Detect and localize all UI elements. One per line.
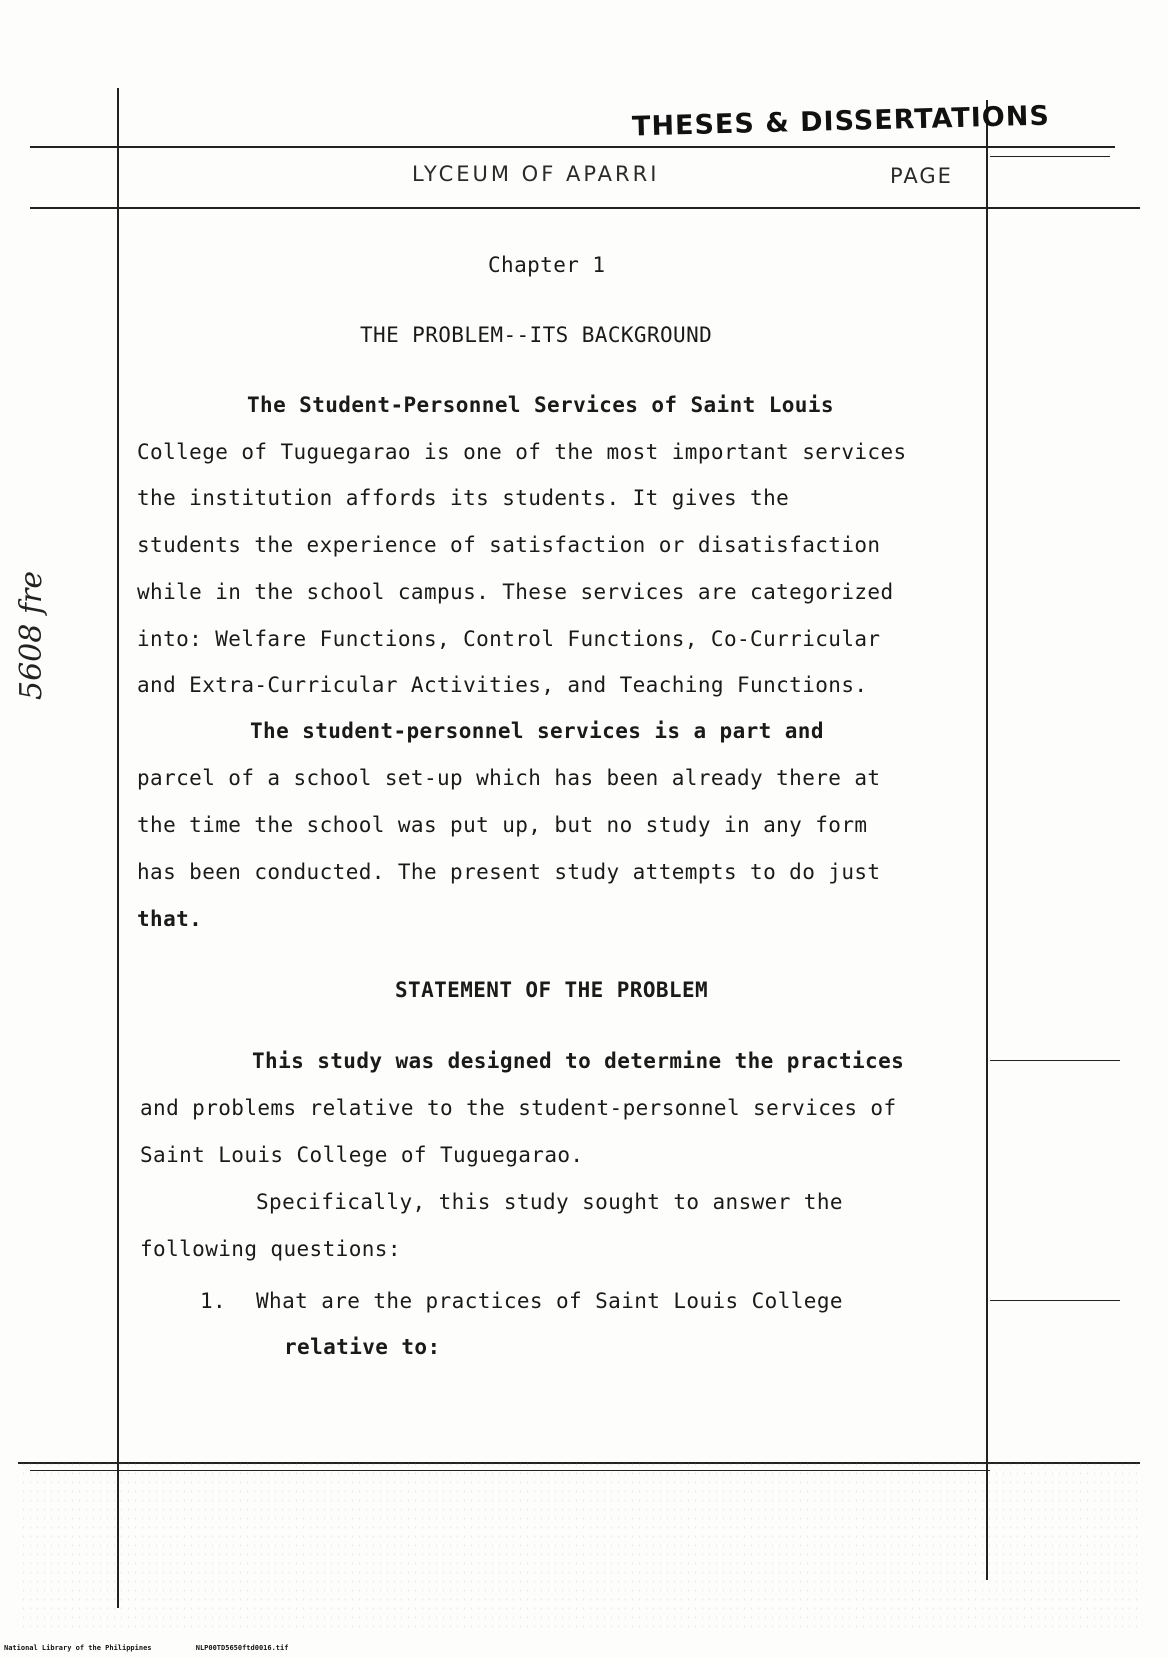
handwritten-call-number: 5608 fre <box>14 570 49 700</box>
paragraph3-line: This study was designed to determine the practices <box>252 1049 905 1073</box>
header-rule-top <box>30 146 1115 148</box>
paragraph2-line: that. <box>137 907 203 931</box>
header-rule-top-right <box>990 156 1110 157</box>
paragraph1-line: the institution affords its students. It gives the <box>137 486 790 510</box>
paragraph1-line: into: Welfare Functions, Control Functions, Co-Curricular <box>137 627 881 651</box>
paragraph1-line: students the experience of satisfaction or disatisfaction <box>137 533 881 557</box>
paragraph3-line: and problems relative to the student-personnel services of <box>140 1096 897 1120</box>
paragraph1-line: College of Tuguegarao is one of the most important services <box>137 440 907 464</box>
chapter-title: Chapter 1 <box>488 253 606 277</box>
paragraph1-line: and Extra-Curricular Activities, and Teaching Functions. <box>137 673 868 697</box>
right-margin-rule <box>986 100 988 1580</box>
question-continuation: relative to: <box>284 1335 441 1359</box>
footer-file: NLP00TD5650ftd0016.tif <box>195 1644 289 1652</box>
paragraph2-line: parcel of a school set-up which has been already there at <box>137 766 881 790</box>
header-rule-bottom <box>30 207 1140 209</box>
section-title: THE PROBLEM--ITS BACKGROUND <box>360 323 713 347</box>
header-school-name: LYCEUM OF APARRI <box>412 162 660 186</box>
left-margin-rule <box>117 88 119 1608</box>
paragraph1-line: while in the school campus. These services are categorized <box>137 580 894 604</box>
side-tick-1 <box>990 1060 1120 1061</box>
paragraph2-line: has been conducted. The present study attempts to do just <box>137 860 881 884</box>
theses-stamp: THESES & DISSERTATIONS <box>631 100 1051 143</box>
question-number: 1. <box>200 1289 227 1313</box>
scan-footer <box>4 1644 328 1652</box>
paragraph2-line: The student-personnel services is a part and <box>250 719 824 743</box>
footer-library: National Library of the Philippines <box>4 1644 152 1652</box>
scan-noise <box>20 1460 1140 1630</box>
paragraph2-line: the time the school was put up, but no study in any form <box>137 813 868 837</box>
paragraph4-line: Specifically, this study sought to answer the <box>256 1190 843 1214</box>
paragraph1-line: The Student-Personnel Services of Saint Louis <box>247 393 834 417</box>
side-tick-2 <box>990 1300 1120 1301</box>
paragraph3-line: Saint Louis College of Tuguegarao. <box>140 1143 584 1167</box>
statement-heading: STATEMENT OF THE PROBLEM <box>395 978 709 1002</box>
question-text: What are the practices of Saint Louis College <box>256 1289 843 1313</box>
header-page-label: PAGE <box>890 164 953 188</box>
paragraph4-line: following questions: <box>140 1237 401 1261</box>
